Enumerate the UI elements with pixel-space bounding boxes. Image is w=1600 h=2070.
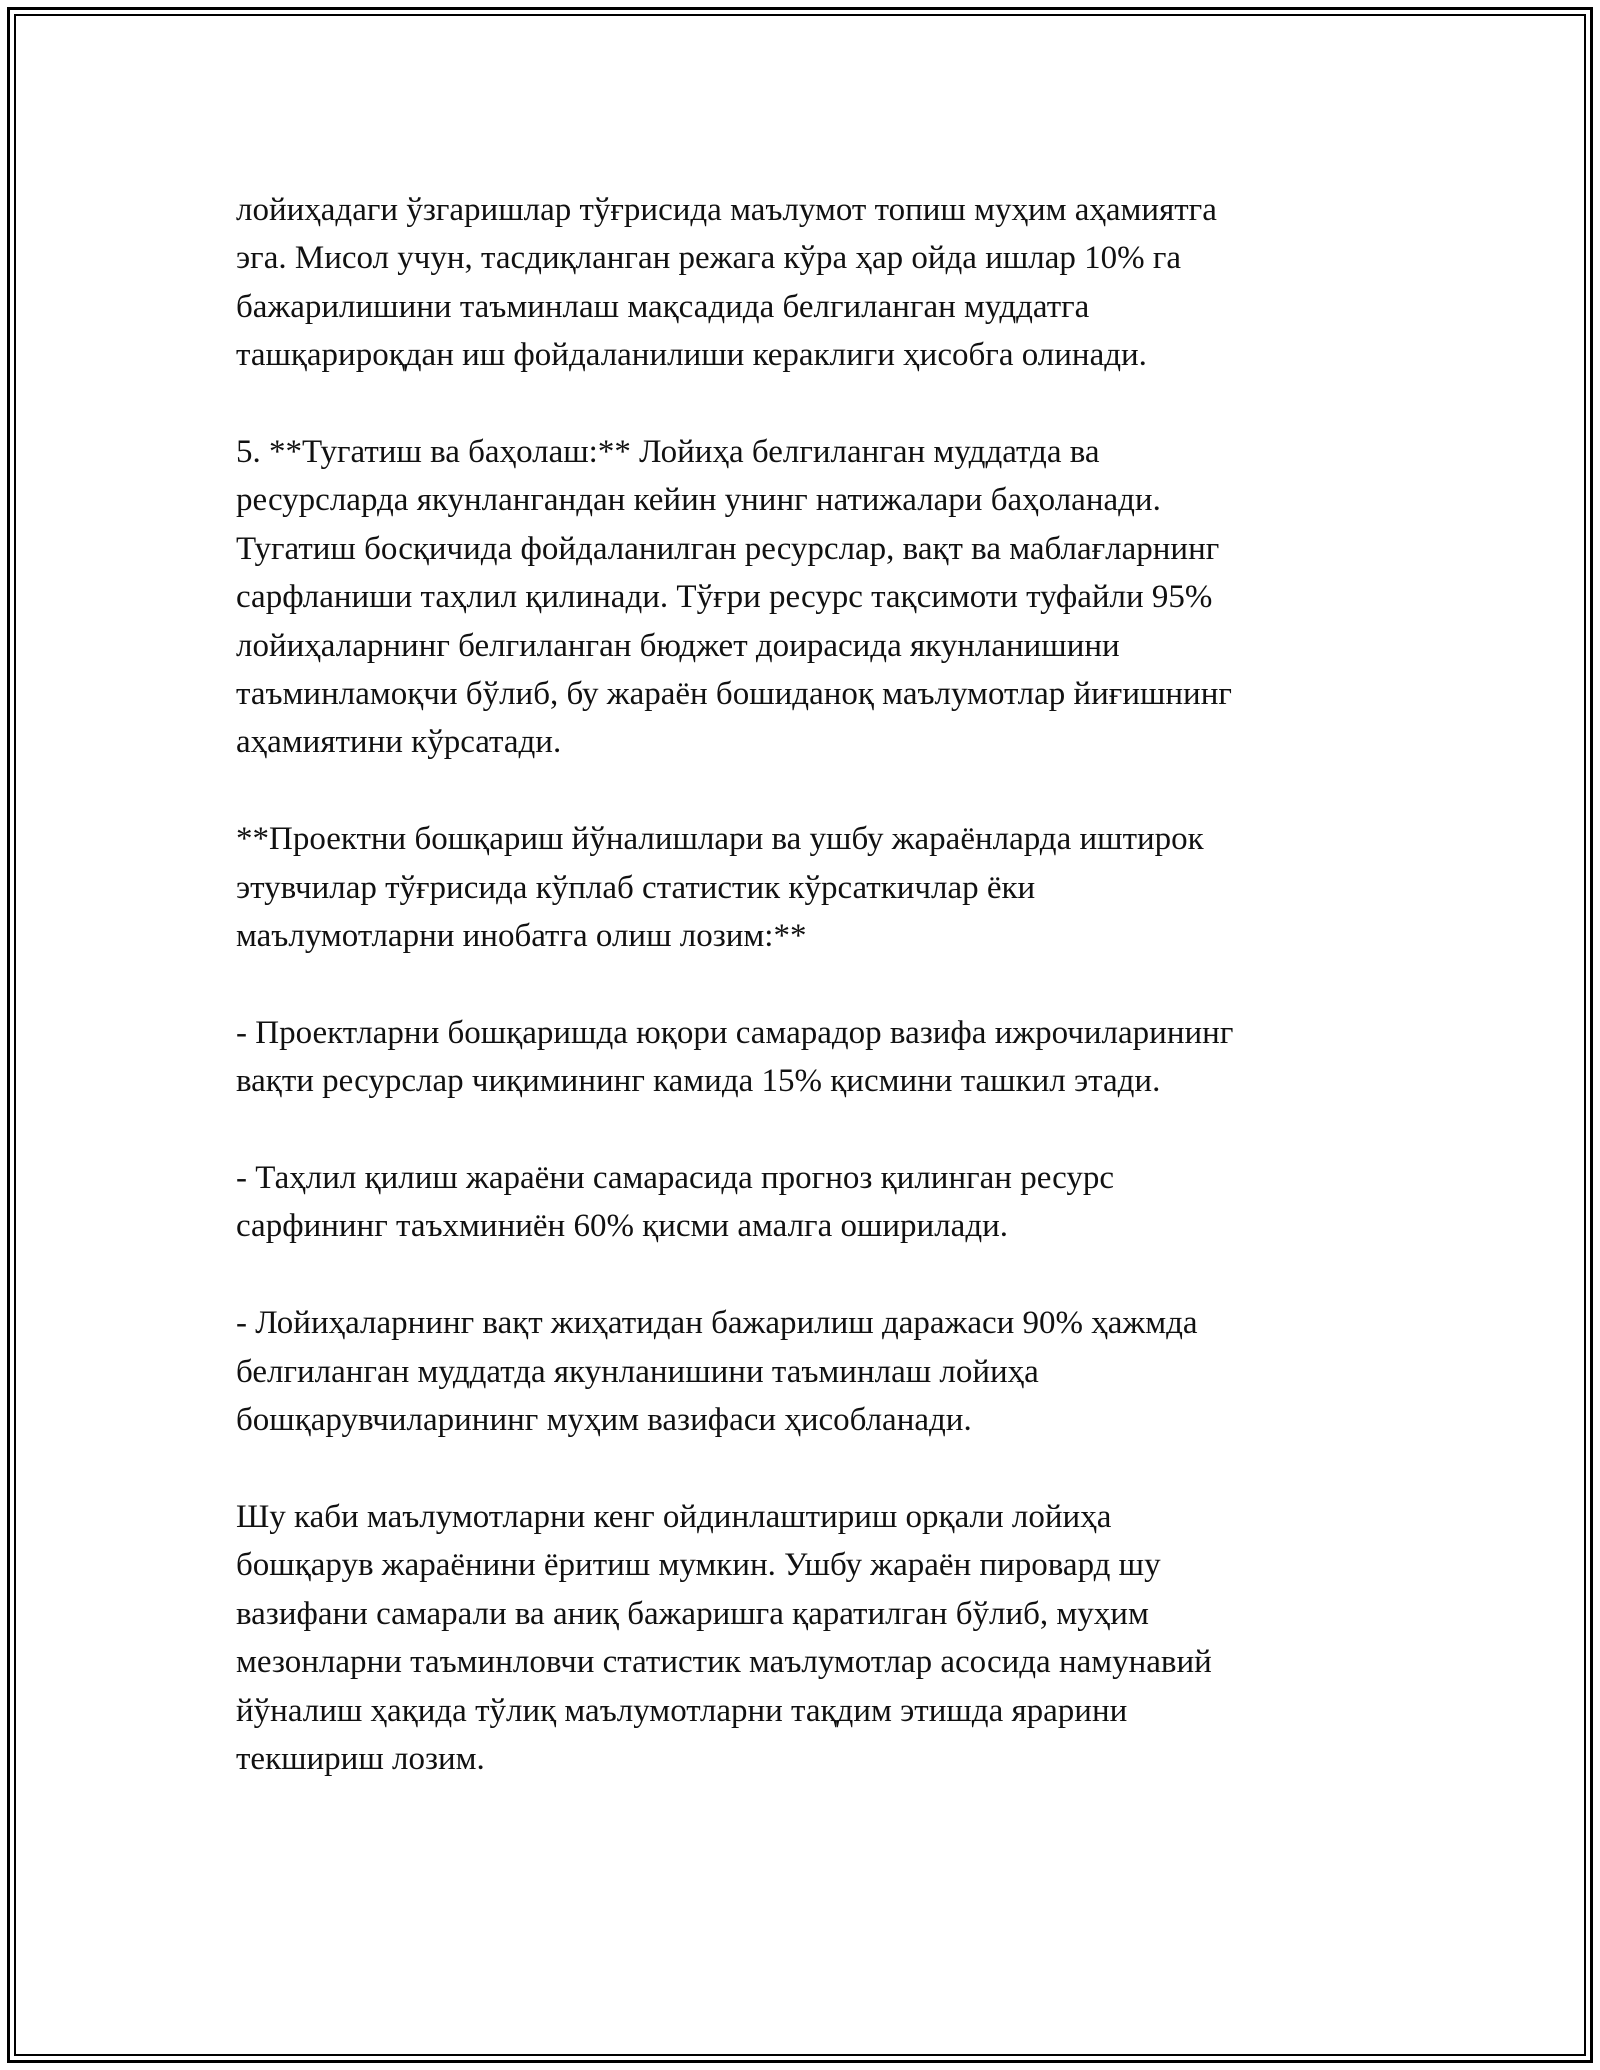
paragraph-conclusion: Шу каби маълумотларни кенг ойдинлаштириш орқали лойиҳа бошқарув жараёнини ёритиш мумкин. Ушбу жараён пировард шу вазифани самарали ва аниқ бажаришга қаратилган бўлиб, муҳим мезонларни таъминловчи статистик маълумотлар асосида намунавий йўналиш ҳақида тўлиқ маълумотларни тақдим этишда ярарини текшириш лозим. xyxy=(236,1498,1212,1777)
paragraph-project-changes: лойиҳадаги ўзгаришлар тўғрисида маълумот топиш муҳим аҳамиятга эга. Мисол учун, тасдиқланган режага кўра ҳар ойда ишлар 10% га бажарилишини таъминлаш мақсадида белгиланган муддатга ташқарироқдан иш фойдаланилиши кераклиги ҳисобга олинади. xyxy=(236,192,1217,374)
list-item-executors-time: - Проектларни бошқаришда юқори самарадор вазифа ижрочиларининг вақти ресурслар чиқимининг камида 15% қисмини ташкил этади. xyxy=(236,1014,1234,1100)
paragraph-completion-evaluation: 5. **Тугатиш ва баҳолаш:** Лойиҳа белгиланган муддатда ва ресурсларда якунлангандан кейин унинг натижалари баҳоланади. Тугатиш босқичида фойдаланилган ресурслар, вақт ва маблағларнинг сарфланиши таҳлил қилинади. Тўғри ресурс тақсимоти туфайли 95% лойиҳаларнинг белгиланган бюджет доирасида якунланишини таъминламоқчи бўлиб, бу жараён бошиданоқ маълумотлар йиғишнинг аҳамиятини кўрсатади. xyxy=(236,434,1232,761)
paragraph-statistics-heading: **Проектни бошқариш йўналишлари ва ушбу жараёнларда иштирок этувчилар тўғрисида кўплаб статистик кўрсаткичлар ёки маълумотларни инобатга олиш лозим:** xyxy=(236,821,1204,955)
document-body xyxy=(236,186,1366,1783)
list-item-forecast-resources: - Таҳлил қилиш жараёни самарасида прогноз қилинган ресурс сарфининг таъхминиён 60% қисми амалга оширилади. xyxy=(236,1160,1115,1245)
list-item-deadline-completion: - Лойиҳаларнинг вақт жиҳатидан бажарилиш даражаси 90% ҳажмда белгиланган муддатда якунланишини таъминлаш лойиҳа бошқарувчиларининг муҳим вазифаси ҳисобланади. xyxy=(236,1305,1198,1439)
